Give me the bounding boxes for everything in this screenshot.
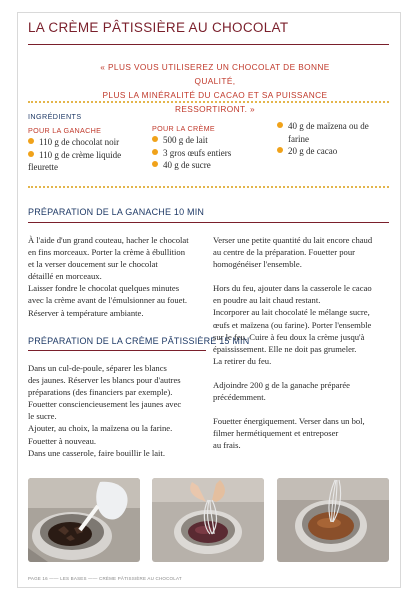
ganache-steps: À l'aide d'un grand couteau, hacher le chocolat en fins morceaux. Porter la crème à ébullition et la verser doucement sur le chocolat détaillé en morceaux. Laisser fondre le chocolat quelques minutes avec la crème avant de l'émulsionner au fouet. Réserver à température ambiante. xyxy=(28,235,189,318)
list-item: farine xyxy=(288,133,309,144)
list-item: 40 g de sucre xyxy=(152,159,231,172)
bullet-icon xyxy=(152,136,158,142)
section-rule xyxy=(28,222,389,223)
section-rule xyxy=(28,350,206,351)
creme-list xyxy=(152,134,231,172)
quote-line: « PLUS VOUS UTILISEREZ UN CHOCOLAT DE BONNE QUALITÉ, xyxy=(100,62,330,86)
bullet-icon xyxy=(152,149,158,155)
list-item: fleurette xyxy=(28,162,58,172)
ganache-heading: POUR LA GANACHE xyxy=(28,126,102,135)
chef-quote xyxy=(95,60,335,116)
right-column-steps: Verser une petite quantité du lait encore chaud au centre de la préparation. Fouetter pour homogénéiser l'ensemble. Hors du feu, ajouter dans la casserole le cacao en poudre au lait chaud restant. Incorporer au lait chocolaté le mélange sucre, œufs et maïzena (ou farine). Porter l'ensemble sur le feu. Cuire à feu doux la crème jusqu'à épaississement. Elle ne doit pas grumeler. La retirer du feu. Adjoindre 200 g de la ganache préparée précédemment. Fouetter énergiquement. Verser dans un bol, filmer hermétiquement et entreposer au frais. xyxy=(213,235,373,451)
extra-list xyxy=(277,120,369,158)
creme-steps: Dans un cul-de-poule, séparer les blancs des jaunes. Réserver les blancs pour d'autres préparations (des financiers par exemple). Fouetter consciencieusement les jaunes avec le sucre. Ajouter, au choix, la maïzena ou la farine. Fouetter à nouveau. Dans une casserole, faire bouillir le lait. xyxy=(28,363,182,458)
list-item: 20 g de cacao xyxy=(277,145,369,158)
list-item: 40 g de maïzena ou de xyxy=(277,120,369,133)
section-title-ganache: PRÉPARATION DE LA GANACHE 10 MIN xyxy=(28,207,205,217)
photo-pouring-cream-on-chocolate xyxy=(28,478,140,562)
photo-chocolate-cream-in-bowl xyxy=(277,478,389,562)
page-footer: PAGE 16 —— LES BASES —— CRÈME PÂTISSIÈRE AU CHOCOLAT xyxy=(28,576,182,581)
creme-heading: POUR LA CRÈME xyxy=(152,124,216,133)
list-item: 3 gros œufs entiers xyxy=(152,147,231,160)
bullet-icon xyxy=(277,122,283,128)
list-item: 110 g de chocolat noir xyxy=(28,136,121,149)
list-item: 500 g de lait xyxy=(152,134,231,147)
title-rule xyxy=(28,44,389,45)
quote-line: RESSORTIRONT. » xyxy=(174,104,256,114)
list-item: 110 g de crème liquide xyxy=(28,149,121,162)
photo-whisking-ganache xyxy=(152,478,264,562)
bullet-icon xyxy=(277,147,283,153)
dotted-divider xyxy=(28,101,389,103)
page-title: LA CRÈME PÂTISSIÈRE AU CHOCOLAT xyxy=(28,20,289,35)
bullet-icon xyxy=(28,151,34,157)
section-title-creme: PRÉPARATION DE LA CRÈME PÂTISSIÈRE 15 MIN xyxy=(28,336,250,346)
ganache-list xyxy=(28,136,121,174)
bullet-icon xyxy=(152,161,158,167)
dotted-divider xyxy=(28,186,389,188)
bullet-icon xyxy=(28,138,34,144)
ingredients-title: INGRÉDIENTS xyxy=(28,112,82,121)
quote-line: PLUS LA MINÉRALITÉ DU CACAO ET SA PUISSANCE xyxy=(102,90,328,100)
